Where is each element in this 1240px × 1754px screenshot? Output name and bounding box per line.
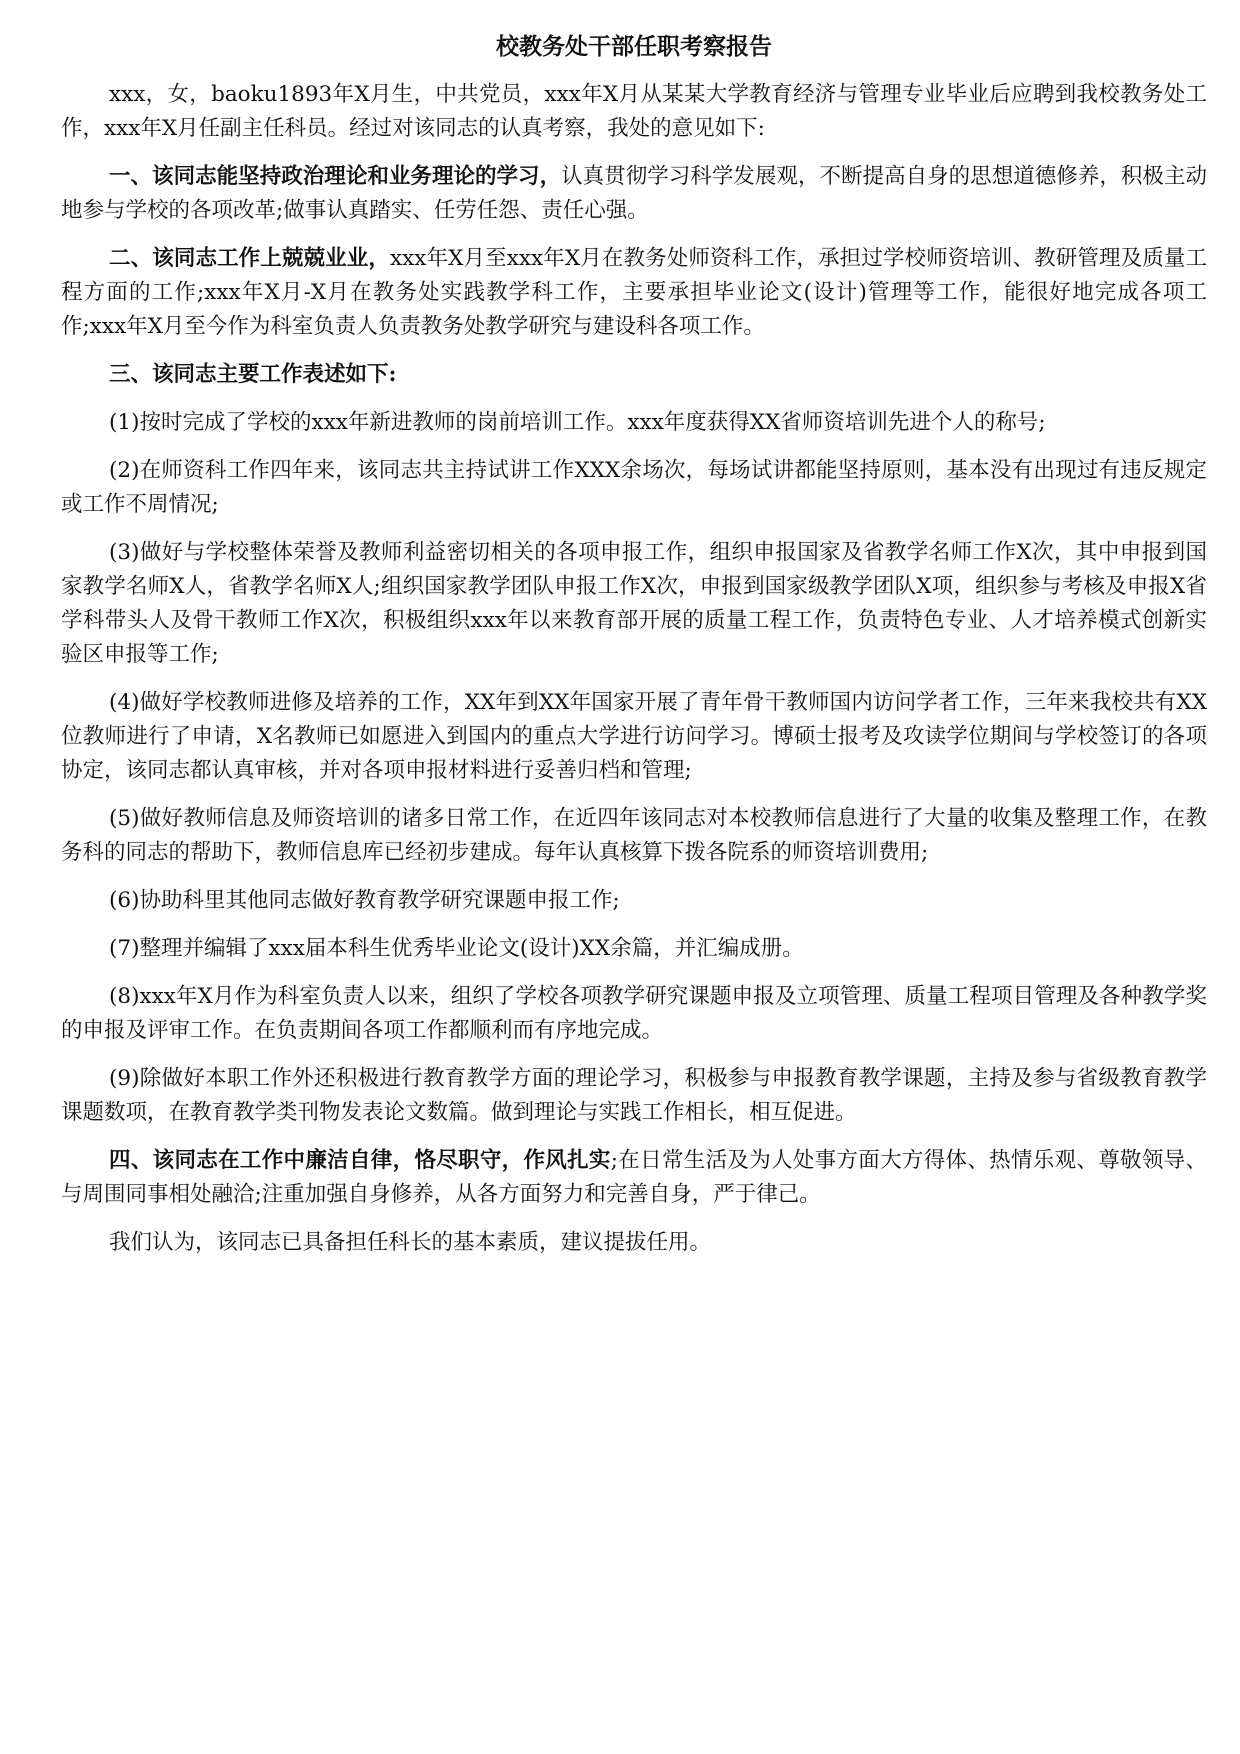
section-2-paragraph — [61, 242, 1207, 344]
work-item-4: (4)做好学校教师进修及培养的工作，XX年到XX年国家开展了青年骨干教师国内访问学者工作，三年来我校共有XX位教师进行了申请，X名教师已如愿进入到国内的重点大学进行访问学习。博硕士报考及攻读学位期间与学校签订的各项协定，该同志都认真审核，并对各项申报材料进行妥善归档和管理; — [61, 690, 1207, 783]
intro-paragraph: xxx，女，baoku1893年X月生，中共党员，xxx年X月从某某大学教育经济与管理专业毕业后应聘到我校教务处工作，xxx年X月任副主任科员。经过对该同志的认真考察，我处的意见如下: — [61, 82, 1207, 141]
document-page — [61, 30, 1207, 1274]
section-3-heading: 三、该同志主要工作表述如下: — [109, 362, 397, 387]
section-2-lead: 二、该同志工作上兢兢业业， — [109, 246, 390, 271]
work-item-1: (1)按时完成了学校的xxx年新进教师的岗前培训工作。xxx年度获得XX省师资培训先进个人的称号; — [109, 410, 1046, 435]
section-1-lead: 一、该同志能坚持政治理论和业务理论的学习， — [109, 164, 562, 189]
section-1-paragraph — [61, 160, 1207, 228]
work-item-8: (8)xxx年X月作为科室负责人以来，组织了学校各项教学研究课题申报及立项管理、质量工程项目管理及各种教学奖的申报及评审工作。在负责期间各项工作都顺利而有序地完成。 — [61, 984, 1207, 1043]
section-4-lead: 四、该同志在工作中廉洁自律，恪尽职守，作风扎实 — [109, 1148, 611, 1173]
work-item-9: (9)除做好本职工作外还积极进行教育教学方面的理论学习，积极参与申报教育教学课题，主持及参与省级教育教学课题数项，在教育教学类刊物发表论文数篇。做到理论与实践工作相长，相互促进。 — [61, 1066, 1207, 1125]
work-item-3: (3)做好与学校整体荣誉及教师利益密切相关的各项申报工作，组织申报国家及省教学名师工作X次，其中申报到国家教学名师X人，省教学名师X人;组织国家教学团队申报工作X次，申报到国家级教学团队X项，组织参与考核及申报X省学科带头人及骨干教师工作X次，积极组织xxx年以来教育部开展的质量工程工作，负责特色专业、人才培养模式创新实验区申报等工作; — [61, 540, 1207, 667]
work-item-2: (2)在师资科工作四年来，该同志共主持试讲工作XXX余场次，每场试讲都能坚持原则，基本没有出现过有违反规定或工作不周情况; — [61, 458, 1207, 517]
document-title: 校教务处干部任职考察报告 — [496, 33, 772, 60]
work-item-7: (7)整理并编辑了xxx届本科生优秀毕业论文(设计)XX余篇，并汇编成册。 — [109, 936, 804, 961]
section-4-paragraph — [61, 1144, 1207, 1212]
section-2-text: xxx年X月至xxx年X月在教务处师资科工作，承担过学校师资培训、教研管理及质量工程方面的工作;xxx年X月-X月在教务处实践教学科工作，主要承担毕业论文(设计)管理等工作，能很好地完成各项工作;xxx年X月至今作为科室负责人负责教务处教学研究与建设科各项工作。 — [61, 246, 1207, 339]
work-item-6: (6)协助科里其他同志做好教育教学研究课题申报工作; — [109, 888, 620, 913]
work-item-5: (5)做好教师信息及师资培训的诸多日常工作，在近四年该同志对本校教师信息进行了大量的收集及整理工作，在教务科的同志的帮助下，教师信息库已经初步建成。每年认真核算下拨各院系的师资培训费用; — [61, 806, 1207, 865]
section-4-text: ;在日常生活及为人处事方面大方得体、热情乐观、尊敬领导、与周围同事相处融洽;注重加强自身修养，从各方面努力和完善自身，严于律己。 — [61, 1148, 1207, 1207]
conclusion-paragraph: 我们认为，该同志已具备担任科长的基本素质，建议提拔任用。 — [109, 1230, 712, 1255]
section-1-text: 认真贯彻学习科学发展观，不断提高自身的思想道德修养，积极主动地参与学校的各项改革;做事认真踏实、任劳任怨、责任心强。 — [61, 164, 1207, 223]
